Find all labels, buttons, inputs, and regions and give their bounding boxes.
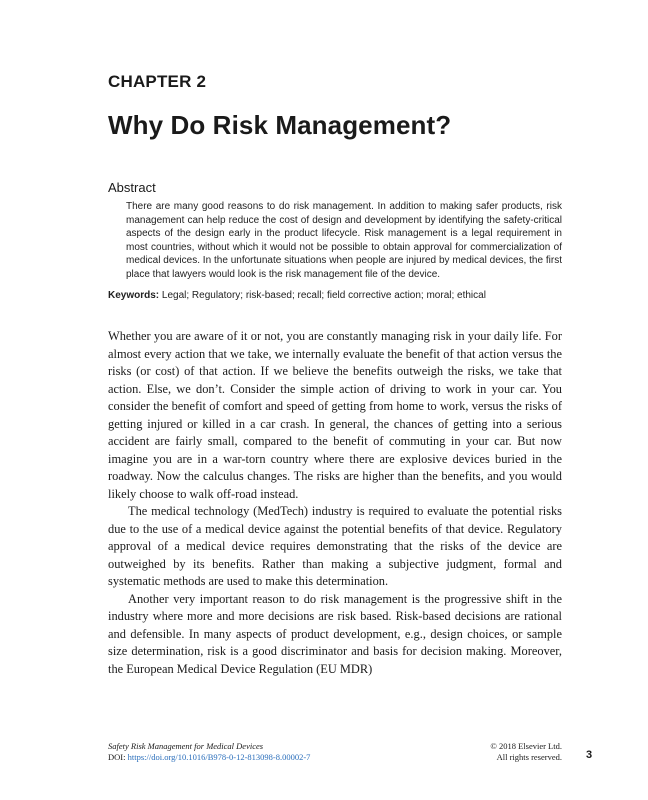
keywords-list: Legal; Regulatory; risk-based; recall; field corrective action; moral; ethical	[159, 290, 486, 301]
copyright-text: © 2018 Elsevier Ltd.	[490, 741, 562, 751]
footer-copyright	[472, 741, 562, 763]
body-text	[108, 328, 562, 678]
body-paragraph: Whether you are aware of it or not, you are constantly managing risk in your daily life. For almost every action that we take, we internally evaluate the benefit of that action versus the risks (or cost) of that action. If we believe the benefits outweigh the risks, we take that action. Else, we don’t. Consider the simple action of driving to work in your car. You consider the benefit of comfort and speed of getting from home to work, versus the risks of getting injured or killed in a car crash. In general, the chances of getting into a serious accident are fairly small, compared to the benefit of commuting in your car. But now imagine you are in a war-torn country where there are explosive devices buried in the roadway. Now the calculus changes. The risks are higher than the benefits, and you would likely choose to walk off-road instead.	[108, 329, 562, 501]
footer-citation	[108, 741, 310, 763]
chapter-label: CHAPTER 2	[108, 72, 207, 91]
abstract-text: There are many good reasons to do risk management. In addition to making safer products, risk management can help reduce the cost of design and development by identifying the safety-critical aspects of the design early in the product lifecycle. Risk management is a legal requirement in most countries, without which it would not be possible to obtain approval for commercialization of medical devices. In the unfortunate situations when people are injured by medical devices, the first place that lawyers would look is the risk management file of the device.	[126, 201, 562, 280]
doi-link[interactable]: https://doi.org/10.1016/B978-0-12-813098-8.00002-7	[127, 752, 311, 762]
rights-text: All rights reserved.	[496, 752, 562, 762]
footer-doi	[108, 752, 310, 763]
keywords	[108, 289, 568, 302]
keywords-label: Keywords:	[108, 290, 160, 301]
chapter-title: Why Do Risk Management?	[108, 110, 452, 140]
footer-book-title: Safety Risk Management for Medical Devices	[108, 741, 264, 751]
doi-label: DOI:	[108, 752, 128, 762]
page-number: 3	[586, 749, 593, 761]
abstract-heading: Abstract	[108, 180, 156, 195]
body-paragraph: Another very important reason to do risk management is the progressive shift in the industry where more and more decisions are risk based. Risk-based decisions are rational and defensible. In many aspects of product development, e.g., design choices, or sample size determination, risk is a good discriminator and basis for decision making. Moreover, the European Medical Device Regulation (EU MDR)	[108, 591, 562, 676]
body-paragraph: The medical technology (MedTech) industry is required to evaluate the potential risks due to the use of a medical device against the potential benefits of that device. Regulatory approval of a medical device requires demonstrating that the risks of the device are outweighed by its benefits. Rather than making a subjective judgment, formal and systematic methods are used to make this determination.	[108, 504, 562, 588]
